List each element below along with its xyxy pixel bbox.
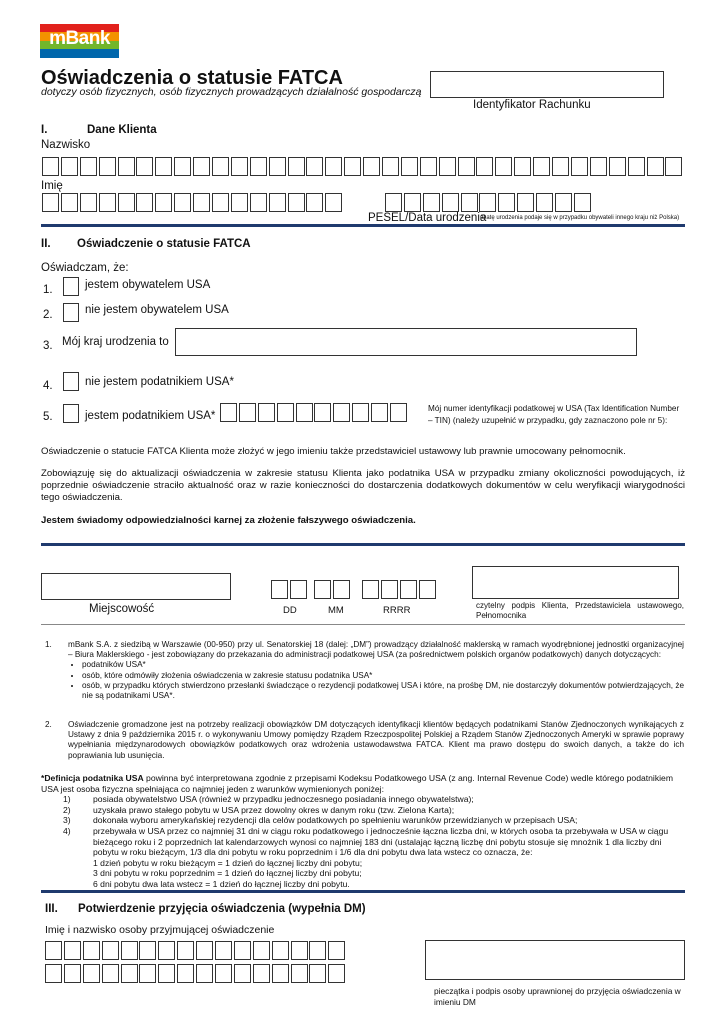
- char-cell[interactable]: [158, 941, 175, 960]
- char-cell[interactable]: [215, 941, 232, 960]
- char-cell[interactable]: [371, 403, 388, 422]
- definition-item: 4) przebywała w USA przez co najmniej 31 dni w ciągu roku podatkowego i jednocześnie łączna liczba dni, w których osoba ta przebywała w USA w ciągu bieżącego roku i 2 poprzednich lat kalendarzowych wynosi co najmniej 183 dni (ustalając łączną liczbę dni pobytu stosuje się mnożnik 1 dla liczby dni pobytu w roku bieżącym, 1/3 dla dni pobytu w roku poprzednim i 1/6 dla dni pobytu dwa lata wstecz co oznacza, że:: [63, 825, 669, 858]
- pesel-label: PESEL/Data urodzenia: [368, 212, 487, 224]
- month-label: MM: [328, 605, 344, 616]
- char-cell[interactable]: [174, 157, 191, 176]
- char-cell[interactable]: [212, 193, 229, 212]
- section-2-title: Oświadczenie o statusie FATCA: [77, 238, 251, 250]
- us-taxpayer-definition: [41, 773, 685, 890]
- dm-stamp-label: pieczątka i podpis osoby uprawnionej do przyjęcia oświadczenia w imieniu DM: [434, 986, 681, 1007]
- definition-item: 3) dokonała wyboru amerykańskiej rezydencji dla celów podatkowych po spełnieniu warunków przewidzianych w przepisach USA;: [63, 815, 578, 826]
- day-cells[interactable]: [271, 580, 309, 599]
- char-cell[interactable]: [314, 403, 331, 422]
- char-cell[interactable]: [628, 157, 645, 176]
- char-cell[interactable]: [352, 403, 369, 422]
- char-cell[interactable]: [461, 193, 478, 212]
- char-cell[interactable]: [555, 193, 572, 212]
- char-cell[interactable]: [45, 941, 62, 960]
- char-cell[interactable]: [665, 157, 682, 176]
- section-1-number: I.: [41, 124, 48, 136]
- firstname-label: Imię: [41, 180, 63, 192]
- char-cell[interactable]: [271, 580, 288, 599]
- char-cell[interactable]: [306, 157, 323, 176]
- option-1-number: 1.: [43, 284, 53, 296]
- char-cell[interactable]: [158, 964, 175, 983]
- char-cell[interactable]: [479, 193, 496, 212]
- char-cell[interactable]: [309, 941, 326, 960]
- char-cell[interactable]: [193, 157, 210, 176]
- char-cell[interactable]: [80, 157, 97, 176]
- char-cell[interactable]: [552, 157, 569, 176]
- char-cell[interactable]: [42, 193, 59, 212]
- char-cell[interactable]: [420, 157, 437, 176]
- char-cell[interactable]: [291, 941, 308, 960]
- responsibility-statement: Jestem świadomy odpowiedzialności karnej za złożenie fałszywego oświadczenia.: [41, 515, 416, 526]
- footnote-1-bullet: • podatników USA*: [82, 660, 684, 670]
- day-label: DD: [283, 605, 297, 616]
- char-cell[interactable]: [404, 193, 421, 212]
- option-5-label: jestem podatnikiem USA*: [85, 410, 216, 422]
- char-cell[interactable]: [121, 941, 138, 960]
- char-cell[interactable]: [234, 941, 251, 960]
- place-field[interactable]: [41, 573, 231, 600]
- char-cell[interactable]: [239, 403, 256, 422]
- char-cell[interactable]: [196, 964, 213, 983]
- char-cell[interactable]: [193, 193, 210, 212]
- month-cells[interactable]: [314, 580, 352, 599]
- char-cell[interactable]: [495, 157, 512, 176]
- definition-subitem: 3 dni pobytu w roku poprzednim = 1 dzień do łącznej liczby dni pobytu;: [93, 868, 362, 879]
- char-cell[interactable]: [288, 157, 305, 176]
- account-id-label: Identyfikator Rachunku: [473, 99, 591, 111]
- option-1-checkbox[interactable]: [63, 277, 79, 296]
- birth-country-field[interactable]: [175, 328, 637, 356]
- char-cell[interactable]: [325, 157, 342, 176]
- char-cell[interactable]: [220, 403, 237, 422]
- section-2-number: II.: [41, 238, 51, 250]
- char-cell[interactable]: [83, 941, 100, 960]
- char-cell[interactable]: [234, 964, 251, 983]
- char-cell[interactable]: [439, 157, 456, 176]
- char-cell[interactable]: [328, 941, 345, 960]
- option-3-label: Mój kraj urodzenia to: [62, 336, 169, 348]
- char-cell[interactable]: [362, 580, 379, 599]
- char-cell[interactable]: [476, 157, 493, 176]
- option-1-label: jestem obywatelem USA: [85, 279, 211, 291]
- char-cell[interactable]: [121, 964, 138, 983]
- char-cell[interactable]: [314, 580, 331, 599]
- page-title: Oświadczenia o statusie FATCA: [41, 67, 343, 89]
- representative-note: Oświadczenie o statucie FATCA Klienta może złożyć w jego imieniu także przedstawiciel ustawowy lub prawnie umocowany pełnomocnik.: [41, 446, 626, 457]
- option-4-number: 4.: [43, 380, 53, 392]
- char-cell[interactable]: [231, 157, 248, 176]
- char-cell[interactable]: [458, 157, 475, 176]
- char-cell[interactable]: [61, 157, 78, 176]
- char-cell[interactable]: [296, 403, 313, 422]
- char-cell[interactable]: [498, 193, 515, 212]
- char-cell[interactable]: [177, 941, 194, 960]
- option-2-label: nie jestem obywatelem USA: [85, 304, 229, 316]
- option-3-number: 3.: [43, 340, 53, 352]
- char-cell[interactable]: [309, 964, 326, 983]
- char-cell[interactable]: [328, 964, 345, 983]
- definition-subitem: 6 dni pobytu dwa lata wstecz = 1 dzień do łącznej liczby dni pobytu.: [93, 878, 350, 889]
- section-1-title: Dane Klienta: [87, 124, 157, 136]
- char-cell[interactable]: [155, 193, 172, 212]
- footnote-1-bullet: • osób, w przypadku których stwierdzono przesłanki świadczące o rezydencji podatkowej USA i które, na prośbę DM, nie dostarczyły dokumentów potwierdzających, że nie są podatnikami USA*.: [82, 681, 684, 701]
- char-cell[interactable]: [136, 157, 153, 176]
- char-cell[interactable]: [118, 193, 135, 212]
- option-4-checkbox[interactable]: [63, 372, 79, 391]
- char-cell[interactable]: [155, 157, 172, 176]
- char-cell[interactable]: [442, 193, 459, 212]
- surname-cells[interactable]: [42, 157, 684, 176]
- char-cell[interactable]: [102, 941, 119, 960]
- char-cell[interactable]: [215, 964, 232, 983]
- definition-subitem: 1 dzień pobytu w roku bieżącym = 1 dzień do łącznej liczby dni pobytu;: [93, 857, 363, 868]
- update-obligation: Zobowiązuję się do aktualizacji oświadczenia w zakresie statusu Klienta jako podatnika USA w przypadku zmiany okoliczności powodujących, iż poprzednie oświadczenie straciło aktualność oraz w razie konieczności do dostarczenia dodatkowych dokumentów w celu weryfikacji wiarygodności tego oświadczenia.: [41, 468, 685, 503]
- char-cell[interactable]: [647, 157, 664, 176]
- definition-item: 2) uzyskała prawo stałego pobytu w USA przez dowolny okres w danym roku (tzw. Zielona Karta);: [63, 804, 455, 815]
- char-cell[interactable]: [419, 580, 436, 599]
- year-label: RRRR: [383, 605, 411, 616]
- char-cell[interactable]: [277, 403, 294, 422]
- char-cell[interactable]: [269, 193, 286, 212]
- receiver-name-label: Imię i nazwisko osoby przyjmującej oświadczenie: [45, 924, 275, 936]
- option-5-number: 5.: [43, 411, 53, 423]
- char-cell[interactable]: [381, 580, 398, 599]
- receiver-name-cells-row-1[interactable]: [45, 941, 347, 960]
- char-cell[interactable]: [333, 580, 350, 599]
- char-cell[interactable]: [333, 403, 350, 422]
- footnote-1-bullet: • osób, które odmówiły złożenia oświadczenia w zakresie statusu podatnika USA*: [82, 671, 684, 681]
- char-cell[interactable]: [196, 941, 213, 960]
- char-cell[interactable]: [574, 193, 591, 212]
- rule-3: [41, 890, 685, 893]
- char-cell[interactable]: [250, 157, 267, 176]
- footnote-2-text: Oświadczenie gromadzone jest na potrzeby realizacji obowiązków DM dotyczących identyfikacji klientów będących podatnikami Stanów Zjednoczonych wynikających z Ustawy z dnia 9 października 2015 r. o wykonywaniu Umowy pomiędzy Rządem Rzeczpospolitej Polskiej a Rządem Stanów Zjednoczonych Ameryki w sprawie poprawy wypełniania międzynarodowych obowiązków podatkowych oraz wdrożenia ustawodawstwa FATCA. Klient ma prawo dostępu do swoich danych, a także do ich poprawiania lub usunięcia.: [68, 720, 684, 760]
- option-2-number: 2.: [43, 309, 53, 321]
- tin-cells[interactable]: [220, 403, 409, 422]
- char-cell[interactable]: [139, 964, 156, 983]
- char-cell[interactable]: [64, 941, 81, 960]
- char-cell[interactable]: [45, 964, 62, 983]
- char-cell[interactable]: [83, 964, 100, 983]
- char-cell[interactable]: [80, 193, 97, 212]
- char-cell[interactable]: [533, 157, 550, 176]
- footnote-1-text: mBank S.A. z siedzibą w Warszawie (00-950) przy ul. Senatorskiej 18 (dalej: „DM”) prowadzący działalność maklerską w ramach wyodrębnionej jednostki organizacyjnej – Biura Maklerskiego - jest zobowiązany do przekazania do administracji podatkowej USA (za pośrednictwem polskich organów podatkowych) danych dotyczących:: [68, 640, 684, 660]
- dm-stamp-field[interactable]: [425, 940, 685, 980]
- tin-note: Mój numer identyfikacji podatkowej w USA (Tax Identification Number – TIN) (należy uzupełnić w przypadku, gdy zaznaczono pole nr 5):: [428, 404, 680, 425]
- footnote-divider: [41, 624, 685, 625]
- char-cell[interactable]: [344, 157, 361, 176]
- char-cell[interactable]: [174, 193, 191, 212]
- option-5-checkbox[interactable]: [63, 404, 79, 423]
- char-cell[interactable]: [517, 193, 534, 212]
- section-3-number: III.: [45, 903, 58, 915]
- char-cell[interactable]: [118, 157, 135, 176]
- char-cell[interactable]: [401, 157, 418, 176]
- char-cell[interactable]: [291, 964, 308, 983]
- footnote-1-list: [68, 660, 684, 701]
- char-cell[interactable]: [363, 157, 380, 176]
- pesel-note: (Datę urodzenia podaje się w przypadku obywateli innego kraju niż Polska): [480, 215, 680, 221]
- char-cell[interactable]: [590, 157, 607, 176]
- surname-label: Nazwisko: [41, 139, 91, 151]
- rule-1: [41, 224, 685, 227]
- char-cell[interactable]: [514, 157, 531, 176]
- footnote-1-number: 1.: [45, 640, 52, 649]
- char-cell[interactable]: [609, 157, 626, 176]
- char-cell[interactable]: [272, 941, 289, 960]
- char-cell[interactable]: [269, 157, 286, 176]
- char-cell[interactable]: [288, 193, 305, 212]
- char-cell[interactable]: [231, 193, 248, 212]
- char-cell[interactable]: [306, 193, 323, 212]
- option-2-checkbox[interactable]: [63, 303, 79, 322]
- firstname-cells[interactable]: [42, 193, 344, 212]
- char-cell[interactable]: [382, 157, 399, 176]
- page-subtitle: dotyczy osób fizycznych, osób fizycznych prowadzących działalność gospodarczą: [41, 86, 422, 98]
- char-cell[interactable]: [99, 193, 116, 212]
- char-cell[interactable]: [64, 964, 81, 983]
- char-cell[interactable]: [102, 964, 119, 983]
- section-3-title: Potwierdzenie przyjęcia oświadczenia (wypełnia DM): [78, 903, 366, 915]
- char-cell[interactable]: [42, 157, 59, 176]
- pesel-cells[interactable]: [385, 193, 593, 212]
- mbank-logo: [40, 24, 119, 58]
- char-cell[interactable]: [290, 580, 307, 599]
- client-signature-field[interactable]: [472, 566, 679, 599]
- char-cell[interactable]: [325, 193, 342, 212]
- client-signature-label: czytelny podpis Klienta, Przedstawiciela ustawowego, Pełnomocnika: [476, 601, 684, 620]
- definition-lead: *Definicja podatnika USA: [41, 773, 144, 783]
- char-cell[interactable]: [390, 403, 407, 422]
- footnote-1: [68, 640, 684, 701]
- definition-item: 1) posiada obywatelstwo USA (również w przypadku jednoczesnego posiadania innego obywatelstwa);: [63, 794, 474, 805]
- char-cell[interactable]: [139, 941, 156, 960]
- place-label: Miejscowość: [89, 603, 155, 615]
- definition-text: powinna być interpretowana zgodnie z przepisami Kodeksu Podatkowego USA (z ang. Internal Revenue Code) wedle którego podatnikiem USA jest osoba fizyczna spełniająca co najmniej jeden z warunków wymienionych poniżej:: [41, 773, 673, 794]
- char-cell[interactable]: [61, 193, 78, 212]
- char-cell[interactable]: [258, 403, 275, 422]
- account-id-field[interactable]: [430, 71, 664, 98]
- char-cell[interactable]: [536, 193, 553, 212]
- char-cell[interactable]: [423, 193, 440, 212]
- char-cell[interactable]: [253, 941, 270, 960]
- statement-intro: Oświadczam, że:: [41, 262, 129, 274]
- char-cell[interactable]: [385, 193, 402, 212]
- char-cell[interactable]: [212, 157, 229, 176]
- char-cell[interactable]: [253, 964, 270, 983]
- char-cell[interactable]: [571, 157, 588, 176]
- option-4-label: nie jestem podatnikiem USA*: [85, 376, 234, 388]
- rule-2: [41, 543, 685, 546]
- char-cell[interactable]: [250, 193, 267, 212]
- logo-text: mBank: [49, 28, 110, 49]
- char-cell[interactable]: [136, 193, 153, 212]
- char-cell[interactable]: [272, 964, 289, 983]
- char-cell[interactable]: [177, 964, 194, 983]
- char-cell[interactable]: [99, 157, 116, 176]
- char-cell[interactable]: [400, 580, 417, 599]
- footnote-2-number: 2.: [45, 720, 52, 729]
- receiver-name-cells-row-2[interactable]: [45, 964, 347, 983]
- year-cells[interactable]: [362, 580, 438, 599]
